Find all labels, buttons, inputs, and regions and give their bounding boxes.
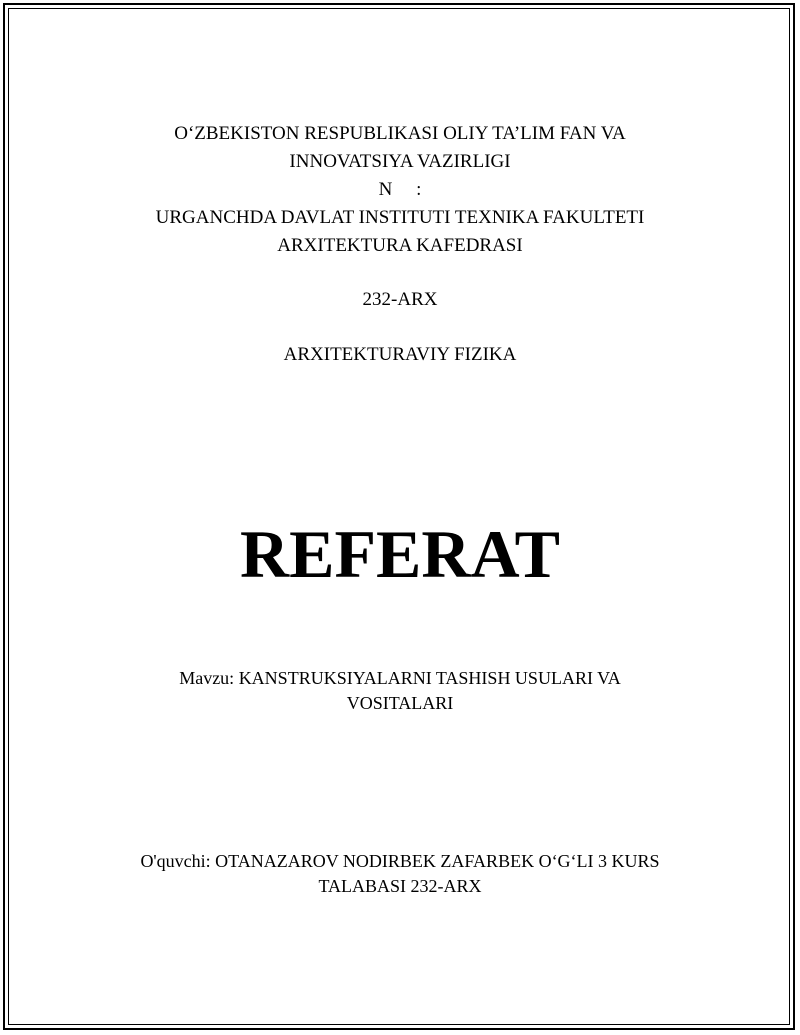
- ministry-line-1: O‘ZBEKISTON RESPUBLIKASI OLIY TA’LIM FAN VA: [174, 123, 626, 144]
- topic-line-2: VOSITALARI: [346, 693, 454, 713]
- ministry-line-2: INNOVATSIYA VAZIRLIGI: [289, 151, 511, 172]
- institute-line: URGANCHDA DAVLAT INSTITUTI TEXNIKA FAKULTETI: [155, 207, 645, 228]
- student-line-1: O'quvchi: OTANAZAROV NODIRBEK ZAFARBEK O‘G‘LI 3 KURS: [140, 851, 660, 871]
- group-label: 232-ARX: [362, 289, 438, 310]
- subject-label: ARXITEKTURAVIY FIZIKA: [283, 344, 517, 365]
- department-line: ARXITEKTURA KAFEDRASI: [277, 235, 523, 256]
- number-line: N :: [378, 179, 422, 200]
- topic-line-1: Mavzu: KANSTRUKSIYALARNI TASHISH USULARI VA: [179, 668, 621, 688]
- student-line-2: TALABASI 232-ARX: [318, 876, 482, 896]
- document-title: REFERAT: [240, 516, 560, 592]
